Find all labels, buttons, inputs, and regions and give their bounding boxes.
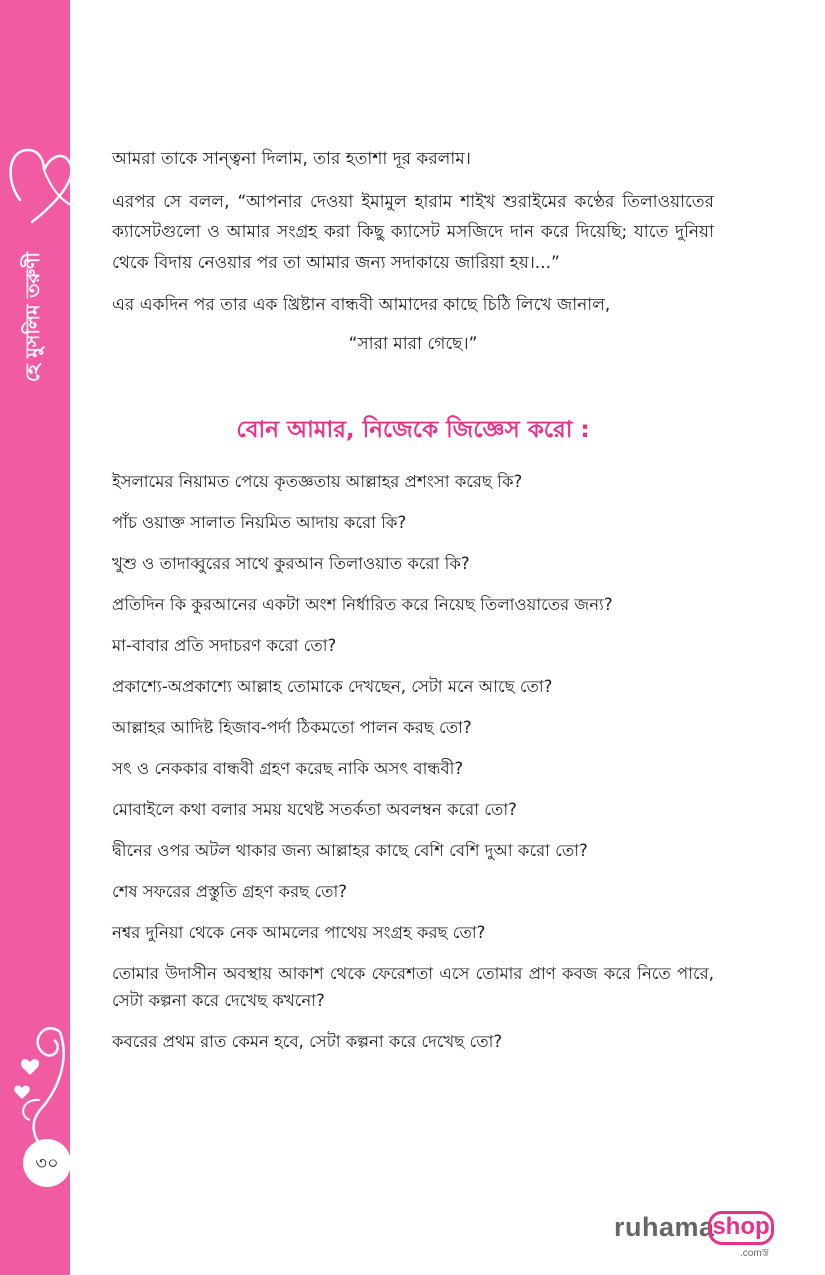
logo-suffix-text: .comস্ত	[740, 1248, 769, 1259]
logo-brand-text: ruhama	[614, 1212, 715, 1242]
question-item: মোবাইলে কথা বলার সময় যথেষ্ট সতর্কতা অবলম্বন করো তো?	[112, 799, 517, 819]
small-heart-icon	[21, 1059, 39, 1075]
logo-bubble	[708, 1211, 774, 1245]
centered-quote: “সারা মারা গেছে।”	[348, 333, 478, 354]
question-item: শেষ সফরের প্রস্তুতি গ্রহণ করছ তো?	[112, 881, 348, 901]
ruhamashop-logo	[614, 1208, 784, 1260]
question-item: মা-বাবার প্রতি সদাচরণ করো তো?	[112, 635, 337, 655]
question-item: কবরের প্রথম রাত কেমন হবে, সেটা কল্পনা করে দেখেছ তো?	[112, 1031, 503, 1051]
page-number: ৩০	[35, 1152, 59, 1174]
question-item: ইসলামের নিয়ামত পেয়ে কৃতজ্ঞতায় আল্লাহর প্রশংসা করেছ কি?	[112, 471, 523, 491]
sidebar-band	[0, 0, 70, 1275]
question-list	[112, 468, 714, 1055]
question-item: প্রকাশ্যে-অপ্রকাশ্যে আল্লাহ তোমাকে দেখছেন, সেটা মনে আছে তো?	[112, 676, 553, 696]
question-item: তোমার উদাসীন অবস্থায় আকাশ থেকে ফেরেশতা এসে তোমার প্রাণ কবজ করে নিতে পারে, সেটা কল্পনা করে দেখেছ কখনো?	[112, 963, 714, 1010]
question-item: প্রতিদিন কি কুরআনের একটা অংশ নির্ধারিত করে নিয়েছ তিলাওয়াতের জন্য?	[112, 594, 613, 614]
swirl-stem-icon	[34, 1032, 64, 1148]
question-item: আল্লাহর আদিষ্ট হিজাব-পর্দা ঠিকমতো পালন করছ তো?	[112, 717, 472, 737]
question-item: সৎ ও নেককার বান্ধবী গ্রহণ করেছ নাকি অসৎ বান্ধবী?	[112, 758, 464, 778]
question-item: খুশু ও তাদাব্বুরের সাথে কুরআন তিলাওয়াত করো কি?	[112, 553, 470, 573]
book-title: হে মুসলিম তরুণী	[22, 252, 44, 382]
section-heading: বোন আমার, নিজেকে জিজ্ঞেস করো :	[236, 416, 590, 443]
heart-flourish-icon	[11, 150, 72, 222]
question-item: দ্বীনের ওপর অটল থাকার জন্য আল্লাহর কাছে বেশি বেশি দুআ করো তো?	[112, 840, 588, 860]
question-item: নশ্বর দুনিয়া থেকে নেক আমলের পাথেয় সংগ্রহ করছ তো?	[112, 922, 486, 942]
book-title-vertical	[18, 232, 52, 402]
small-heart-icon-2	[14, 1085, 29, 1099]
swirl-ornament-icon	[38, 1028, 60, 1055]
paragraph-1: আমরা তাকে সান্ত্বনা দিলাম, তার হতাশা দূর করলাম।	[112, 149, 471, 169]
paragraph-3: এর একদিন পর তার এক খ্রিষ্টান বান্ধবী আমাদের কাছে চিঠি লিখে জানাল,	[112, 295, 611, 315]
paragraph-2: এরপর সে বলল, “আপনার দেওয়া ইমামুল হারাম শাইখ শুরাইমের কণ্ঠের তিলাওয়াতের ক্যাসেটগুলো ও আমার সংগ্রহ করা কিছু ক্যাসেট মসজিদে দান করে দিয়েছি; যাতে দুনিয়া থেকে বিদায় নেওয়ার পর তা আমার জন্য সদাকায়ে জারিয়া হয়।...”	[112, 191, 714, 273]
question-item: পাঁচ ওয়াক্ত সালাত নিয়মিত আদায় করো কি?	[112, 512, 407, 532]
sidebar-ornaments	[0, 0, 90, 1275]
page-content	[112, 144, 714, 1069]
leaf-curl-icon	[23, 1100, 40, 1120]
logo-shop-text: shop	[712, 1212, 770, 1240]
